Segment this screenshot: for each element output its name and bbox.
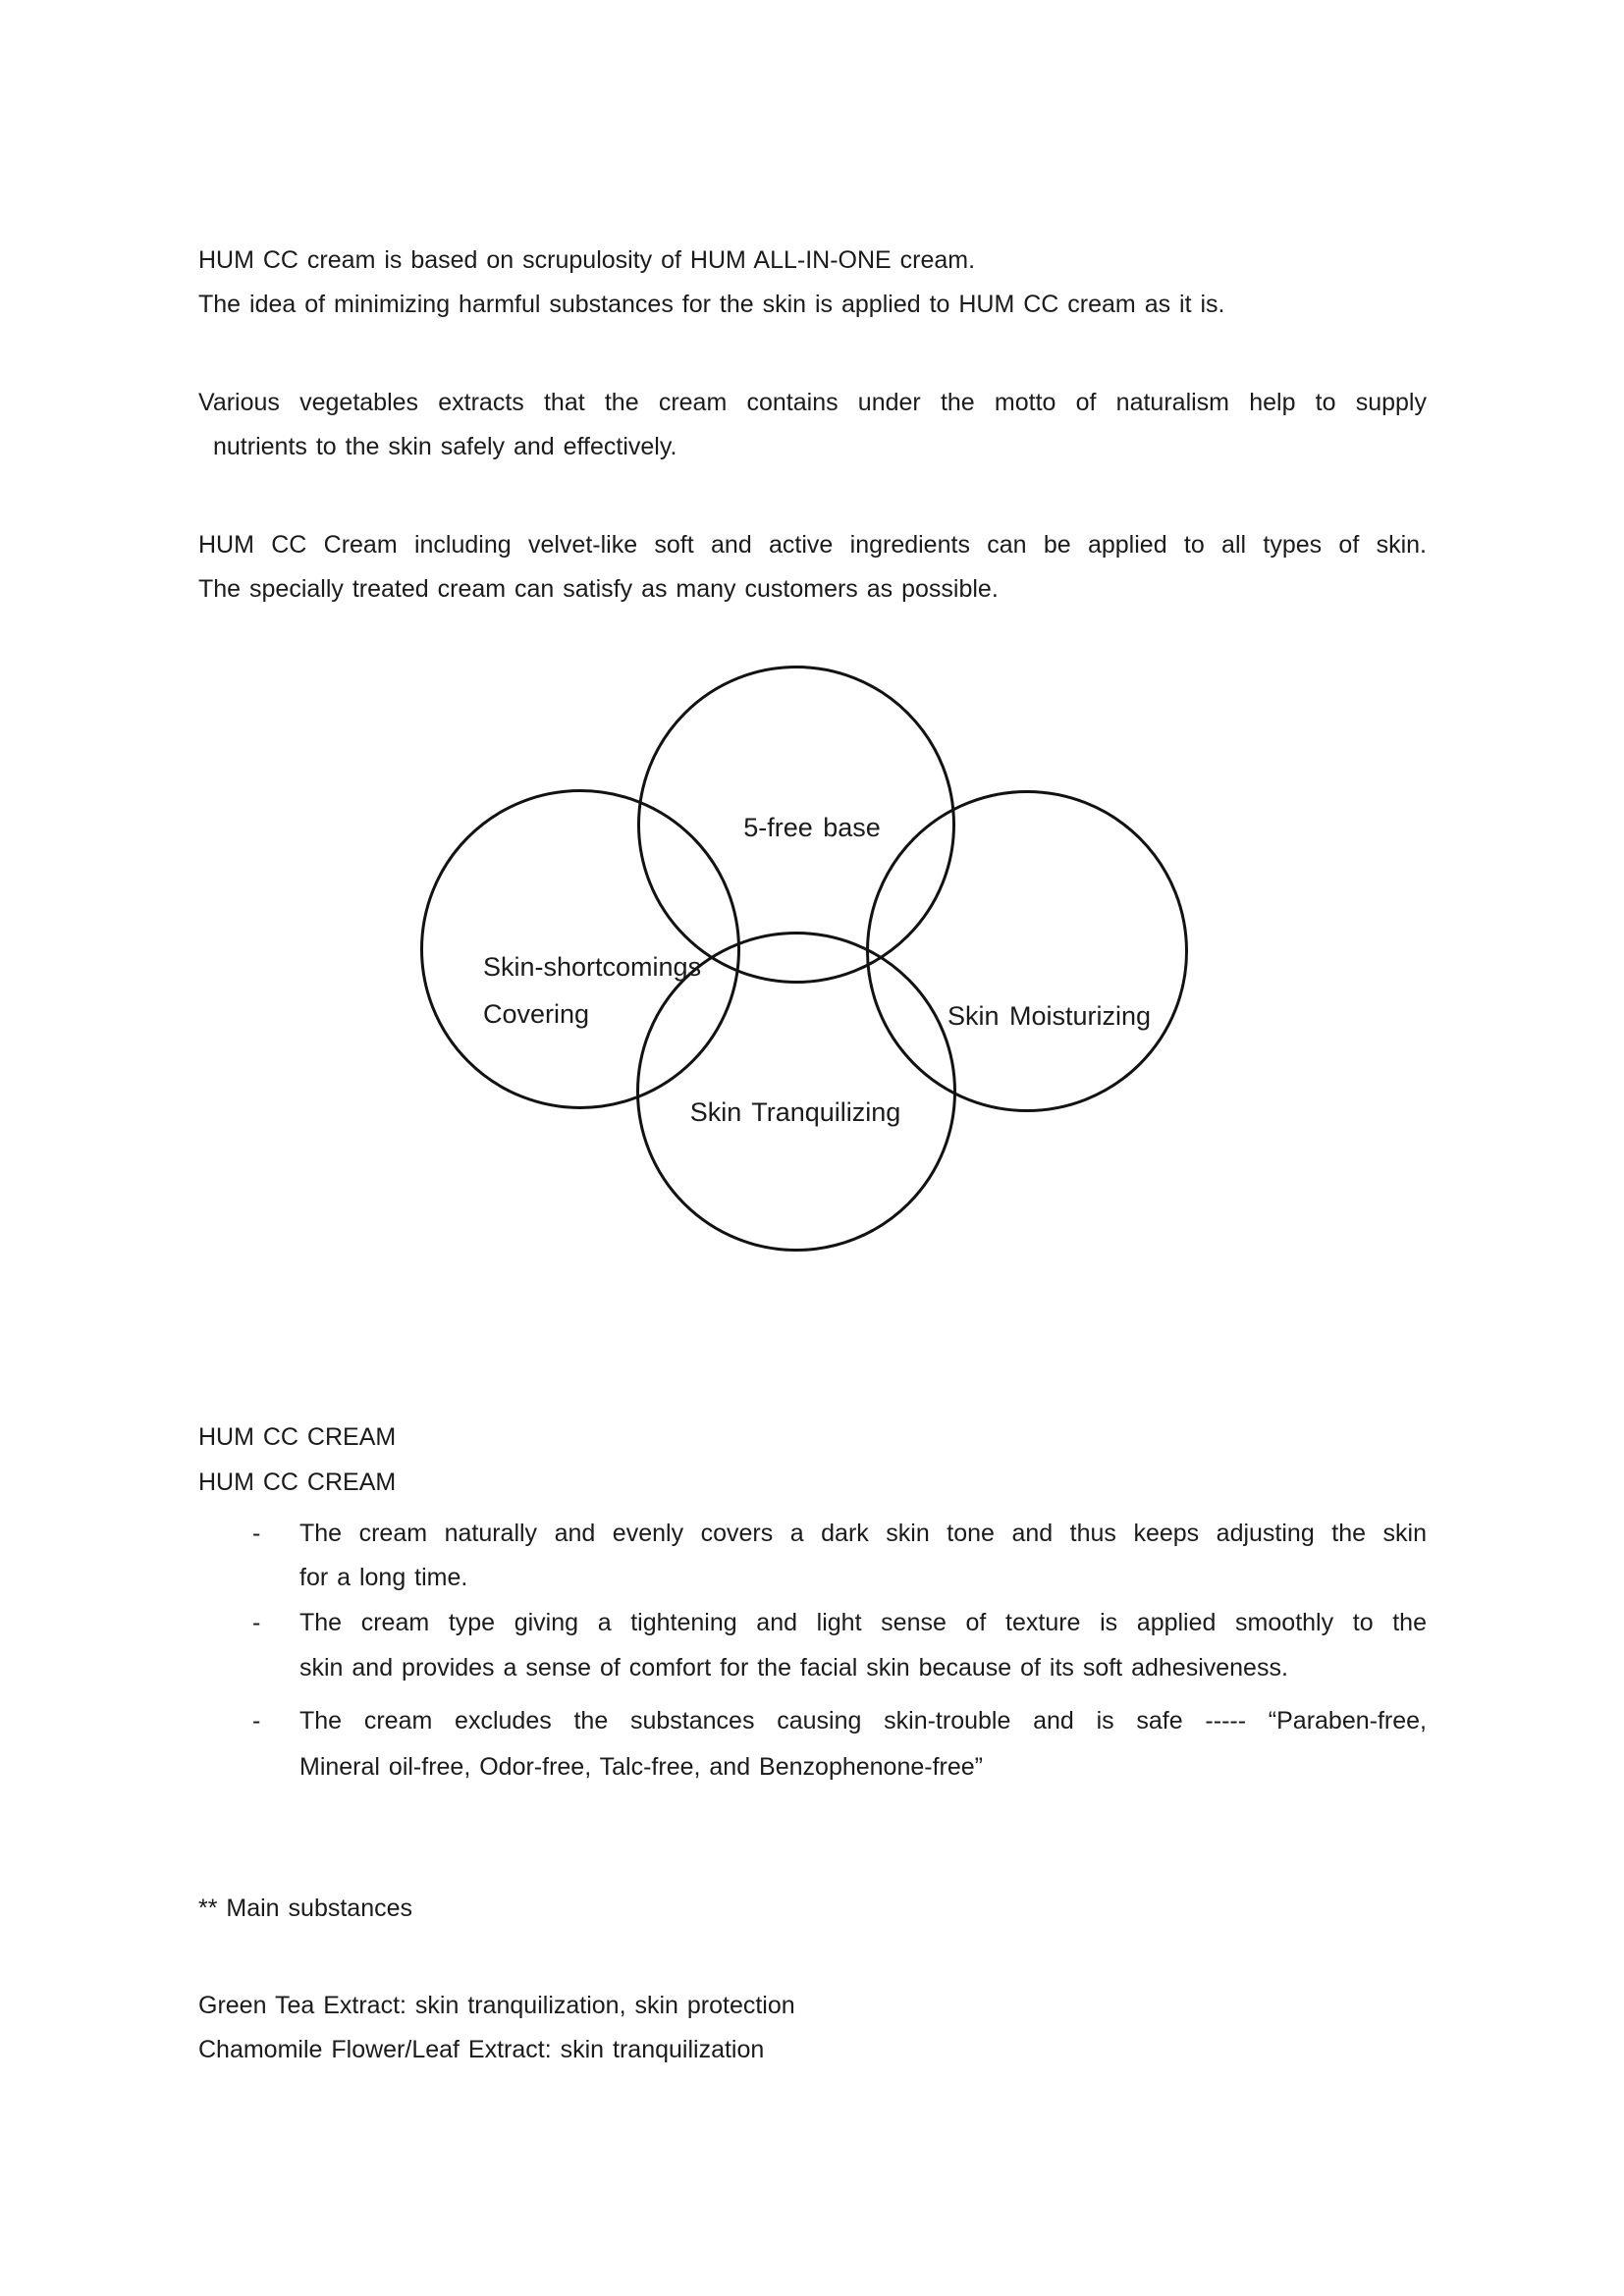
diagram-label-skin-tranquilizing: Skin Tranquilizing <box>689 1097 901 1127</box>
paragraph-line: HUM CC cream is based on scrupulosity of HUM ALL-IN-ONE cream. <box>198 246 976 274</box>
paragraph-line: The specially treated cream can satisfy as many customers as possible. <box>198 575 999 603</box>
diagram-label-skin-moisturizing: Skin Moisturizing <box>947 1001 1152 1031</box>
bullet-line <box>252 1511 1427 1556</box>
bullet-dash: - <box>252 1609 261 1636</box>
bullet-continuation-line: Mineral oil-free, Odor-free, Talc-free, and Benzophenone-free” <box>299 1753 983 1781</box>
section-title: HUM CC CREAM <box>198 1468 397 1496</box>
bullet-line <box>252 1698 1427 1743</box>
paragraph-line: HUM CC Cream including velvet-like soft and active ingredients can be applied to all types of skin. <box>198 531 1427 559</box>
bullet-text: The cream type giving a tightening and light sense of texture is applied smoothly to the <box>299 1609 1427 1636</box>
diagram-label-5-free-base: 5-free base <box>743 813 881 842</box>
diagram-label-covering: Covering <box>483 999 590 1029</box>
paragraph-line: nutrients to the skin safely and effectively. <box>213 433 677 460</box>
diagram-label-skin-shortcomings: Skin-shortcomings <box>483 952 702 982</box>
bullet-text: The cream naturally and evenly covers a dark skin tone and thus keeps adjusting the skin <box>299 1520 1427 1547</box>
bullet-text: The cream excludes the substances causing skin-trouble and is safe ----- “Paraben-free, <box>299 1707 1427 1735</box>
paragraph-line: The idea of minimizing harmful substances for the skin is applied to HUM CC cream as it is. <box>198 291 1225 318</box>
bullet-line <box>252 1600 1427 1645</box>
substance-line: Green Tea Extract: skin tranquilization, skin protection <box>198 1992 795 2019</box>
main-substances-heading: ** Main substances <box>198 1895 413 1922</box>
section-title: HUM CC CREAM <box>198 1423 397 1451</box>
substance-line: Chamomile Flower/Leaf Extract: skin tranquilization <box>198 2036 765 2063</box>
bullet-continuation-line: for a long time. <box>299 1564 468 1591</box>
bullet-dash: - <box>252 1707 261 1735</box>
bullet-continuation-line: skin and provides a sense of comfort for the facial skin because of its soft adhesiveness. <box>299 1654 1288 1682</box>
bullet-dash: - <box>252 1520 261 1547</box>
paragraph-line: Various vegetables extracts that the cream contains under the motto of naturalism help to supply <box>198 389 1427 416</box>
